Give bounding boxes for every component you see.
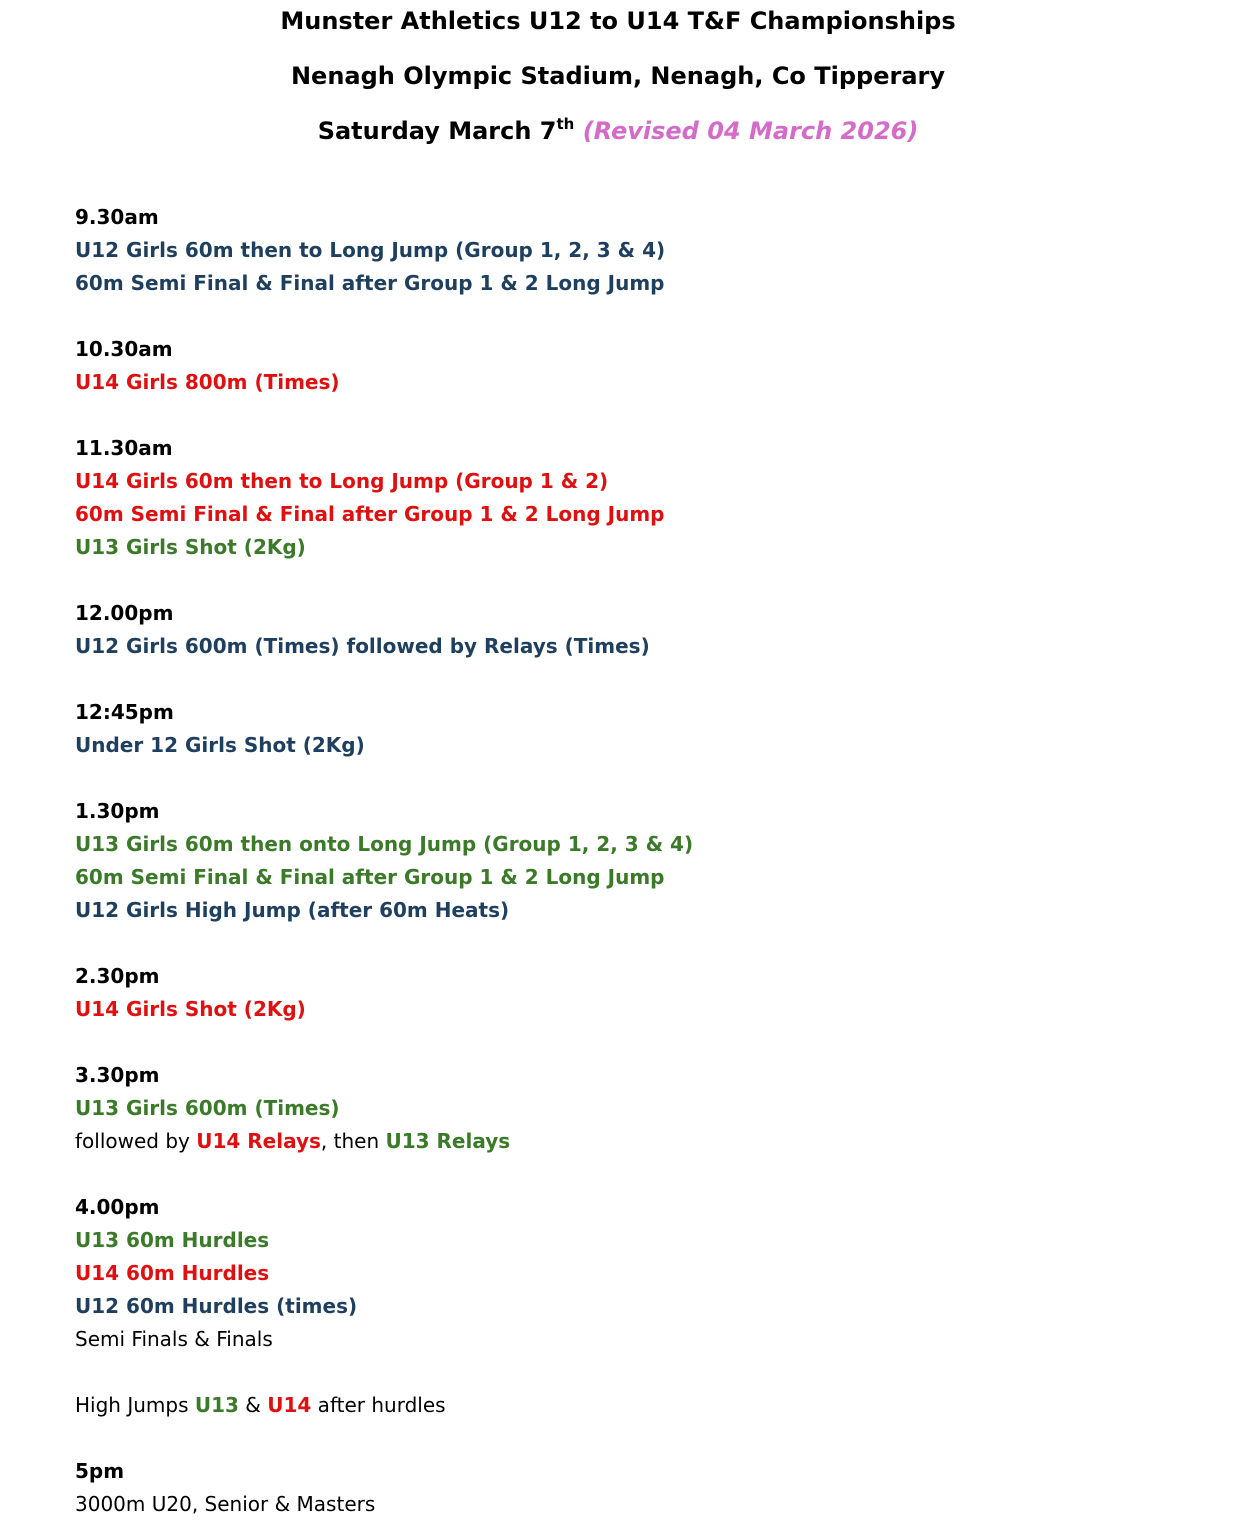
event-line: U14 Girls Shot (2Kg): [75, 997, 306, 1021]
time-label: 11.30am: [75, 436, 173, 460]
event-line: U12 Girls 60m then to Long Jump (Group 1, 2, 3 & 4): [75, 238, 666, 262]
high-jumps-line: [75, 1389, 1175, 1422]
spacer: [75, 399, 1175, 432]
u13-relays: U13 Relays: [385, 1129, 511, 1153]
document-header: [0, 0, 1236, 159]
venue-line: Nenagh Olympic Stadium, Nenagh, Co Tipperary: [290, 62, 946, 90]
spacer: [75, 300, 1175, 333]
u14-relays: U14 Relays: [196, 1129, 321, 1153]
spacer: [75, 663, 1175, 696]
spacer: [75, 762, 1175, 795]
spacer: [75, 1158, 1175, 1191]
time-label: 12:45pm: [75, 700, 174, 724]
event-line: U14 Girls 60m then to Long Jump (Group 1 & 2): [75, 469, 609, 493]
spacer: [75, 1422, 1175, 1455]
relays-prefix: followed by: [75, 1129, 197, 1153]
time-block-1530: [75, 1059, 1175, 1158]
relays-line: [75, 1125, 1175, 1158]
date-suffix: th: [556, 115, 575, 133]
relays-middle: , then: [320, 1129, 386, 1153]
hurdles-note: Semi Finals & Finals: [75, 1327, 273, 1351]
spacer: [75, 564, 1175, 597]
time-label: 5pm: [75, 1459, 125, 1483]
time-block-1330: [75, 795, 1175, 927]
event-line: U13 Girls 600m (Times): [75, 1096, 340, 1120]
document-title: Munster Athletics U12 to U14 T&F Championships: [280, 7, 956, 35]
date-line: [0, 104, 1236, 159]
time-label: 4.00pm: [75, 1195, 160, 1219]
time-block-1245: [75, 696, 1175, 762]
event-line: U12 Girls 600m (Times) followed by Relays (Times): [75, 634, 650, 658]
high-jumps-suffix: after hurdles: [311, 1393, 446, 1417]
high-jumps-u14: U14: [267, 1393, 312, 1417]
date-text: Saturday March 7: [317, 117, 557, 145]
time-label: 9.30am: [75, 205, 159, 229]
event-line: U12 Girls High Jump (after 60m Heats): [75, 898, 510, 922]
event-line: U13 Girls 60m then onto Long Jump (Group 1, 2, 3 & 4): [75, 832, 694, 856]
time-label: 3.30pm: [75, 1063, 160, 1087]
time-block-1030: [75, 333, 1175, 399]
high-jumps-prefix: High Jumps: [75, 1393, 195, 1417]
event-line: U13 Girls Shot (2Kg): [75, 535, 306, 559]
time-label: 10.30am: [75, 337, 173, 361]
time-block-1700: [75, 1455, 1175, 1521]
high-jumps-amp: &: [238, 1393, 268, 1417]
spacer: [75, 927, 1175, 960]
time-block-1200: [75, 597, 1175, 663]
event-line: 60m Semi Final & Final after Group 1 & 2 Long Jump: [75, 502, 665, 526]
time-block-1600: [75, 1191, 1175, 1356]
time-block-0930: [75, 201, 1175, 300]
spacer: [75, 1026, 1175, 1059]
time-block-1130: [75, 432, 1175, 564]
schedule: [75, 201, 1175, 1521]
event-line: 3000m U20, Senior & Masters: [75, 1492, 376, 1516]
event-line: U14 60m Hurdles: [75, 1261, 270, 1285]
event-line: 60m Semi Final & Final after Group 1 & 2 Long Jump: [75, 271, 665, 295]
time-label: 12.00pm: [75, 601, 174, 625]
time-block-1430: [75, 960, 1175, 1026]
event-line: 60m Semi Final & Final after Group 1 & 2 Long Jump: [75, 865, 665, 889]
event-line: U13 60m Hurdles: [75, 1228, 270, 1252]
time-label: 1.30pm: [75, 799, 160, 823]
revised-note: (Revised 04 March 2026): [582, 117, 919, 145]
event-line: U12 60m Hurdles (times): [75, 1294, 358, 1318]
high-jumps-u13: U13: [194, 1393, 239, 1417]
event-line: Under 12 Girls Shot (2Kg): [75, 733, 365, 757]
event-line: U14 Girls 800m (Times): [75, 370, 340, 394]
spacer: [75, 1356, 1175, 1389]
time-label: 2.30pm: [75, 964, 160, 988]
